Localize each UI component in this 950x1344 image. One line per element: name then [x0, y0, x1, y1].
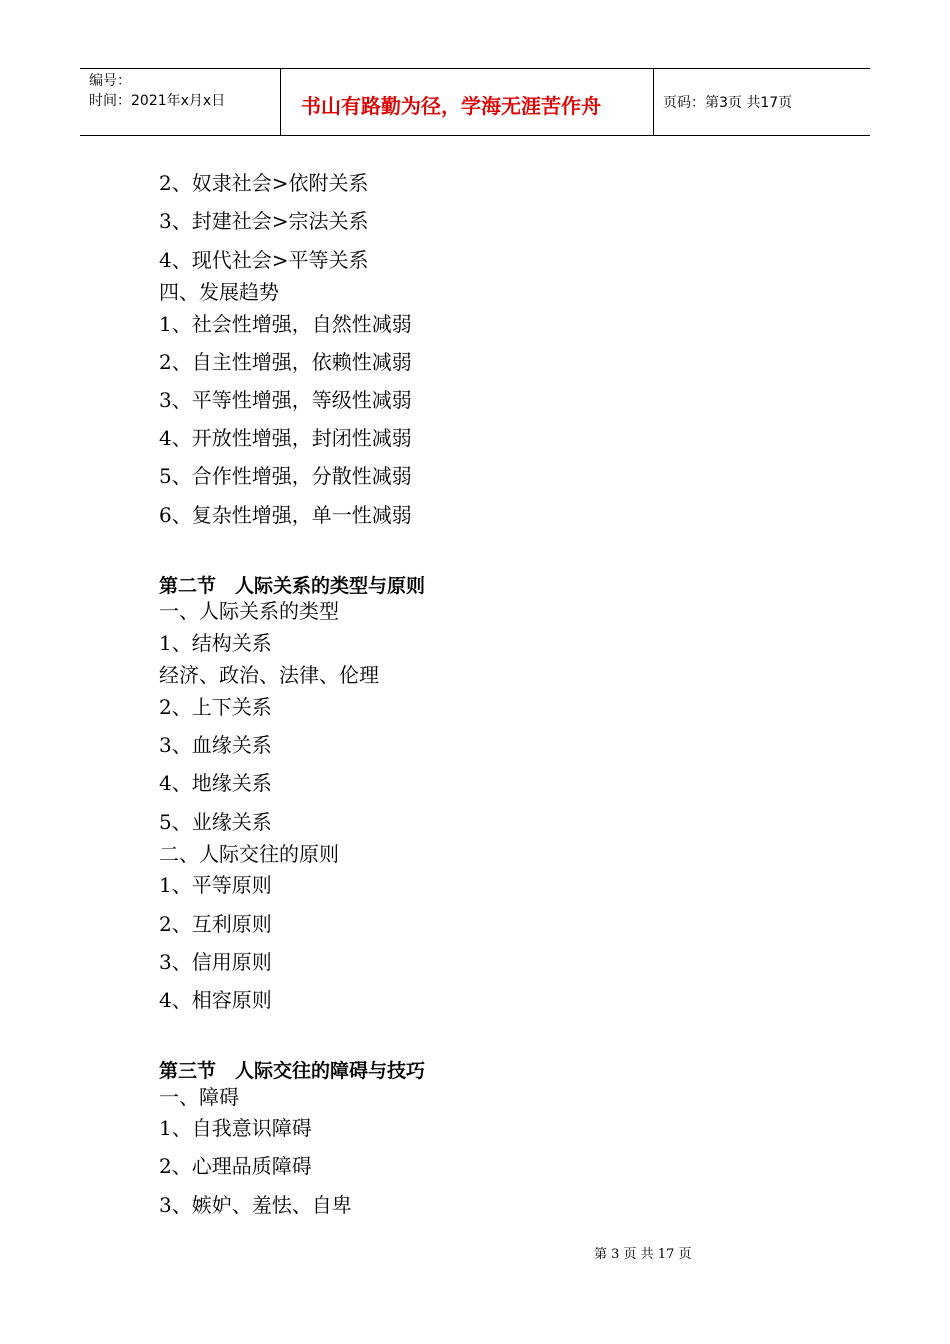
body-line: 3、嫉妒、羞怯、自卑 [159, 1193, 352, 1217]
body-line: 2、奴隶社会>依附关系 [159, 171, 369, 195]
body-line: 3、平等性增强，等级性减弱 [159, 388, 412, 412]
body-line: 6、复杂性增强，单一性减弱 [159, 503, 412, 527]
body-line: 3、封建社会>宗法关系 [159, 209, 369, 233]
header-page-cell [654, 69, 870, 135]
section-subheading: 四、发展趋势 [159, 280, 279, 304]
body-line: 1、平等原则 [159, 873, 272, 897]
body-line: 2、互利原则 [159, 912, 272, 936]
section-subheading: 一、人际关系的类型 [159, 599, 339, 623]
body-line: 1、结构关系 [159, 631, 272, 655]
document-header [80, 68, 870, 136]
body-line: 经济、政治、法律、伦理 [159, 663, 379, 687]
header-motto-cell [281, 69, 654, 135]
body-line: 4、相容原则 [159, 988, 272, 1012]
body-line: 2、上下关系 [159, 695, 272, 719]
body-line: 2、自主性增强，依赖性减弱 [159, 350, 412, 374]
section-subheading: 一、障碍 [159, 1085, 239, 1109]
body-line: 2、心理品质障碍 [159, 1154, 312, 1178]
page-footer: 第 3 页 共 17 页 [594, 1247, 692, 1262]
body-line: 5、合作性增强，分散性减弱 [159, 464, 412, 488]
body-line: 1、社会性增强，自然性减弱 [159, 312, 412, 336]
body-line: 1、自我意识障碍 [159, 1116, 312, 1140]
body-line: 3、信用原则 [159, 950, 272, 974]
header-meta-cell [80, 69, 281, 135]
header-page-info: 页码：第3页 共17页 [663, 95, 793, 111]
body-line: 4、地缘关系 [159, 771, 272, 795]
section-heading: 第三节 人际交往的障碍与技巧 [159, 1060, 426, 1082]
document-number-label: 编号： [89, 73, 131, 89]
body-line: 3、血缘关系 [159, 733, 272, 757]
body-line: 5、业缘关系 [159, 810, 272, 834]
document-time-label: 时间：2021年x月x日 [89, 93, 226, 109]
header-motto: 书山有路勤为径，学海无涯苦作舟 [301, 94, 601, 118]
body-line: 4、开放性增强，封闭性减弱 [159, 426, 412, 450]
body-line: 4、现代社会>平等关系 [159, 248, 369, 272]
section-subheading: 二、人际交往的原则 [159, 842, 339, 866]
section-heading: 第二节 人际关系的类型与原则 [159, 575, 426, 597]
